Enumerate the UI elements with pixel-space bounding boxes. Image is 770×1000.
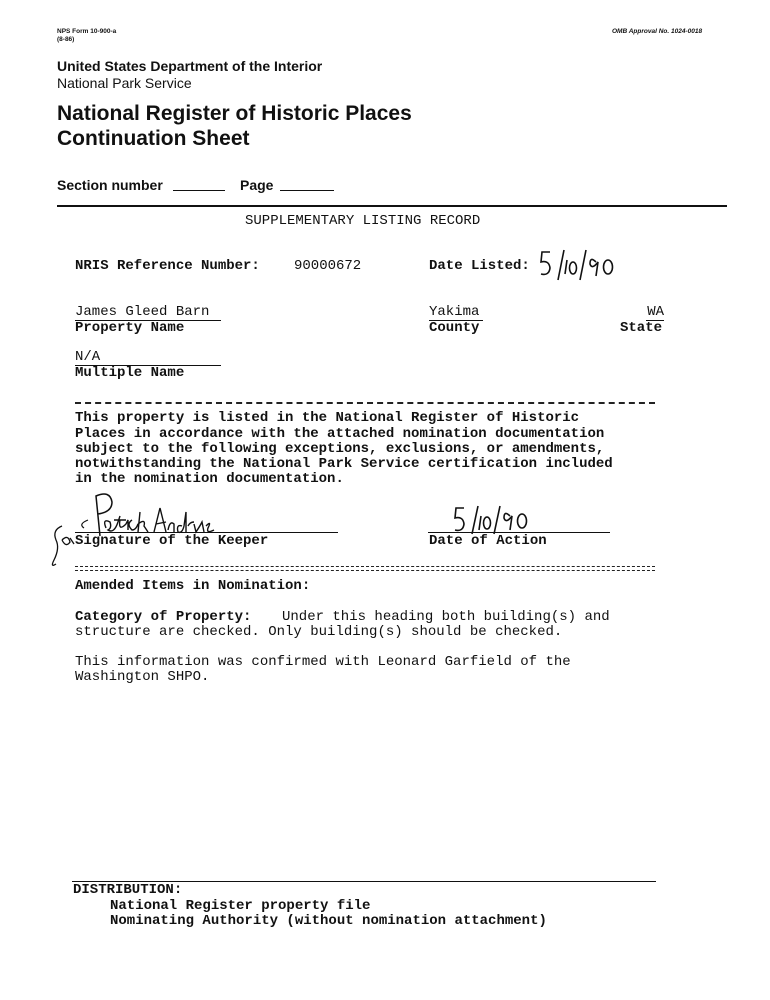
page-subtitle: Continuation Sheet — [57, 127, 250, 150]
page-label: Page — [240, 177, 274, 193]
confirm-text-2: Washington SHPO. — [75, 669, 210, 685]
department-name: United States Department of the Interior — [57, 58, 323, 74]
county-value: Yakima — [429, 304, 483, 321]
multiple-name-label: Multiple Name — [75, 365, 185, 381]
category-text-2: structure are checked. Only building(s) should be checked. — [75, 624, 563, 640]
page-blank — [280, 190, 334, 191]
amended-heading: Amended Items in Nomination: — [75, 578, 311, 594]
statement-line-1: This property is listed in the National Register of Historic — [75, 410, 580, 426]
statement-line-4: notwithstanding the National Park Service certification included — [75, 456, 613, 472]
section-number-blank — [173, 190, 225, 191]
category-label: Category of Property: — [75, 609, 252, 625]
statement-line-3: subject to the following exceptions, exclusions, or amendments, — [75, 441, 605, 457]
header-rule — [57, 205, 727, 207]
category-text-1: Under this heading both building(s) and — [282, 609, 610, 625]
omb-approval: OMB Approval No. 1024-0018 — [612, 28, 703, 35]
page-title: National Register of Historic Places — [57, 102, 412, 125]
multiple-name-value: N/A — [75, 349, 221, 366]
county-label: County — [429, 320, 480, 336]
confirm-text-1: This information was confirmed with Leonard Garfield of the — [75, 654, 571, 670]
service-name: National Park Service — [57, 75, 192, 91]
form-revision: (8-86) — [57, 36, 75, 43]
state-label: State — [620, 320, 663, 336]
date-listed-handwritten — [538, 248, 618, 289]
distribution-item-2: Nominating Authority (without nomination attachment) — [110, 913, 547, 929]
statement-line-5: in the nomination documentation. — [75, 471, 344, 487]
property-name-label: Property Name — [75, 320, 185, 336]
record-heading: SUPPLEMENTARY LISTING RECORD — [245, 213, 481, 229]
date-listed-label: Date Listed: — [429, 258, 530, 274]
statement-line-2: Places in accordance with the attached nomination documentation — [75, 426, 605, 442]
nris-value: 90000672 — [294, 258, 362, 274]
distribution-item-1: National Register property file — [110, 898, 371, 914]
date-of-action-label: Date of Action — [429, 533, 547, 549]
state-value: WA — [647, 304, 664, 320]
form-number: NPS Form 10-900-a — [57, 28, 117, 35]
dashed-separator — [75, 402, 655, 404]
signature-label: Signature of the Keeper — [75, 533, 269, 549]
distribution-heading: DISTRIBUTION: — [73, 882, 183, 898]
property-name-value: James Gleed Barn — [75, 304, 221, 321]
double-dashed-separator — [75, 566, 655, 571]
nris-label: NRIS Reference Number: — [75, 258, 260, 274]
section-number-label: Section number — [57, 177, 163, 193]
